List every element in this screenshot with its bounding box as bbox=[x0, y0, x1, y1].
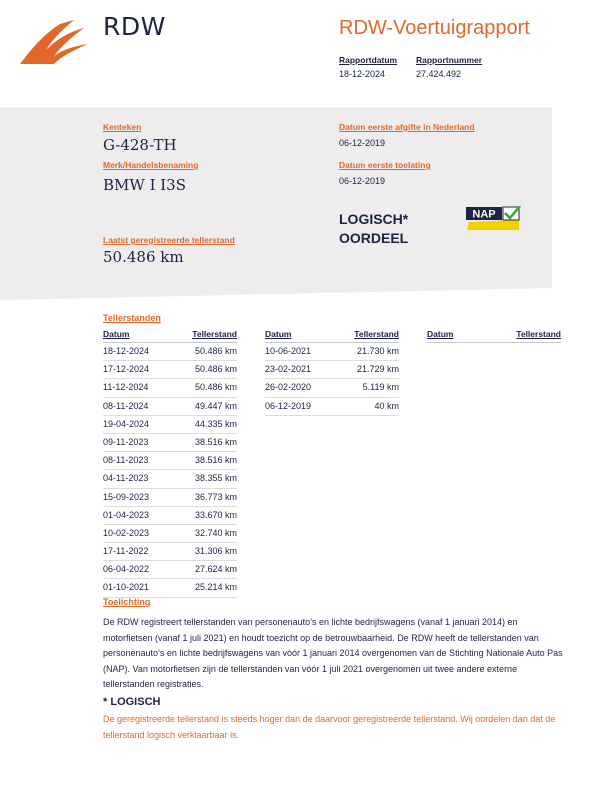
reading-value: 36.773 km bbox=[194, 491, 237, 502]
reading-date: 19-04-2024 bbox=[103, 418, 150, 429]
reading-date: 15-09-2023 bbox=[103, 491, 150, 502]
col-date-header: Datum bbox=[427, 329, 454, 339]
verdict bbox=[339, 210, 408, 248]
table-row bbox=[103, 561, 237, 579]
table-row bbox=[103, 398, 237, 416]
reading-date: 08-11-2023 bbox=[103, 455, 149, 466]
table-row bbox=[103, 434, 237, 452]
reading-value: 21.729 km bbox=[356, 364, 399, 375]
report-date-label: Rapportdatum bbox=[339, 55, 398, 65]
first-admission-value: 06-12-2019 bbox=[339, 176, 386, 186]
rdw-logo-icon bbox=[18, 18, 90, 66]
reading-date: 23-02-2021 bbox=[265, 364, 312, 375]
table-row bbox=[265, 343, 399, 361]
reading-date: 10-06-2021 bbox=[265, 346, 312, 356]
readings-header bbox=[427, 329, 561, 343]
reading-date: 10-02-2023 bbox=[103, 527, 150, 538]
nap-text: NAP bbox=[472, 208, 496, 221]
reading-date: 11-12-2024 bbox=[103, 382, 149, 393]
odometer-label: Laatst geregistreerde tellerstand bbox=[103, 235, 235, 245]
reading-value: 50.486 km bbox=[194, 346, 237, 356]
report-date: 18-12-2024 bbox=[339, 69, 386, 79]
reading-date: 09-11-2023 bbox=[103, 436, 149, 447]
report-title: RDW-Voertuigrapport bbox=[339, 17, 530, 39]
readings-section-label: Tellerstanden bbox=[103, 313, 161, 323]
table-row bbox=[103, 507, 237, 525]
reading-date: 08-11-2024 bbox=[103, 400, 149, 411]
reading-value: 27.624 km bbox=[194, 564, 237, 575]
reading-date: 17-12-2024 bbox=[103, 364, 150, 375]
reading-value: 49.447 km bbox=[194, 400, 237, 411]
reading-date: 01-10-2021 bbox=[103, 582, 150, 593]
first-admission-nl-label: Datum eerste afgifte in Nederland bbox=[339, 122, 475, 132]
note-star: * bbox=[103, 696, 111, 708]
explanation-label: Toelichting bbox=[103, 597, 151, 607]
reading-value: 25.214 km bbox=[194, 582, 237, 593]
col-value-header: Tellerstand bbox=[354, 329, 399, 339]
brand-name: RDW bbox=[103, 12, 166, 41]
reading-date: 17-11-2022 bbox=[103, 546, 149, 557]
report-number: 27.424.492 bbox=[416, 69, 462, 79]
reading-value: 50.486 km bbox=[194, 382, 237, 393]
make-value: BMW I I3S bbox=[103, 176, 187, 194]
reading-value: 44.335 km bbox=[194, 418, 237, 429]
reading-date: 26-02-2020 bbox=[265, 382, 312, 393]
reading-value: 33.670 km bbox=[194, 509, 237, 520]
reading-value: 31.306 km bbox=[194, 546, 237, 557]
reading-date: 01-04-2023 bbox=[103, 509, 150, 520]
plate-value: G-428-TH bbox=[103, 136, 177, 154]
reading-value: 38.355 km bbox=[194, 473, 237, 484]
reading-value: 38.516 km bbox=[194, 455, 237, 466]
col-date-header: Datum bbox=[103, 329, 130, 339]
readings-header bbox=[103, 329, 237, 343]
table-row bbox=[103, 416, 237, 434]
table-row bbox=[103, 452, 237, 470]
logisch-note-title bbox=[103, 696, 160, 708]
readings-column-3 bbox=[427, 329, 561, 343]
logisch-note-text: De geregistreerde tellerstand is steeds hoger dan de daarvoor geregistreerde tellerstand. Wij oordelen dan dat de tellerstand logisch verklaarbaar is. bbox=[103, 714, 556, 740]
first-admission-nl-value: 06-12-2019 bbox=[339, 138, 386, 148]
verdict-line-1: LOGISCH* bbox=[339, 211, 409, 227]
reading-value: 5.119 km bbox=[362, 382, 399, 393]
table-row bbox=[265, 379, 399, 397]
table-row bbox=[103, 343, 237, 361]
reading-date: 18-12-2024 bbox=[103, 346, 150, 356]
reading-date: 06-12-2019 bbox=[265, 400, 312, 411]
reading-value: 40 km bbox=[374, 400, 399, 411]
table-row bbox=[103, 379, 237, 397]
readings-column-1 bbox=[103, 329, 237, 598]
table-row bbox=[265, 361, 399, 379]
vehicle-summary-band-edge bbox=[0, 288, 552, 300]
reading-value: 50.486 km bbox=[194, 364, 237, 375]
readings-column-2 bbox=[265, 329, 399, 416]
reading-value: 32.740 km bbox=[194, 527, 237, 538]
col-value-header: Tellerstand bbox=[192, 329, 237, 339]
reading-value: 21.730 km bbox=[356, 346, 399, 356]
table-row bbox=[103, 579, 237, 597]
table-row bbox=[103, 361, 237, 379]
vehicle-summary-band bbox=[0, 107, 552, 288]
odometer-value: 50.486 km bbox=[103, 248, 184, 266]
table-row bbox=[265, 398, 399, 416]
table-row bbox=[103, 470, 237, 488]
plate-label: Kenteken bbox=[103, 122, 142, 132]
report-number-label: Rapportnummer bbox=[416, 55, 483, 65]
explanation-text: De RDW registreert tellerstanden van personenauto’s en lichte bedrijfswagens (vanaf 1 januari 2014) en motorfietsen (vanaf 1 juli 2021) en houdt toezicht op de betrouwbaarheid. De RDW heeft de tellerstanden van personenauto’s en lichte bedrijfswagens van vóór 1 januari 2014 overgenomen van de Stichting Nationale Auto Pas (NAP). Van motorfietsen zijn de tellerstanden van vóór 1 juli 2021 overgenomen uit twee andere externe tellerstanden registraties. bbox=[103, 617, 563, 690]
col-value-header: Tellerstand bbox=[516, 329, 561, 339]
reading-date: 06-04-2022 bbox=[103, 564, 150, 575]
make-label: Merk/Handelsbenaming bbox=[103, 160, 199, 170]
verdict-line-2: OORDEEL bbox=[339, 230, 409, 246]
table-row bbox=[103, 543, 237, 561]
reading-date: 04-11-2023 bbox=[103, 473, 149, 484]
table-row bbox=[103, 489, 237, 507]
table-row bbox=[103, 525, 237, 543]
reading-value: 38.516 km bbox=[194, 436, 237, 447]
note-title: LOGISCH bbox=[110, 696, 161, 708]
col-date-header: Datum bbox=[265, 329, 292, 339]
readings-header bbox=[265, 329, 399, 343]
first-admission-label: Datum eerste toelating bbox=[339, 160, 431, 170]
nap-logo-icon bbox=[465, 206, 521, 230]
